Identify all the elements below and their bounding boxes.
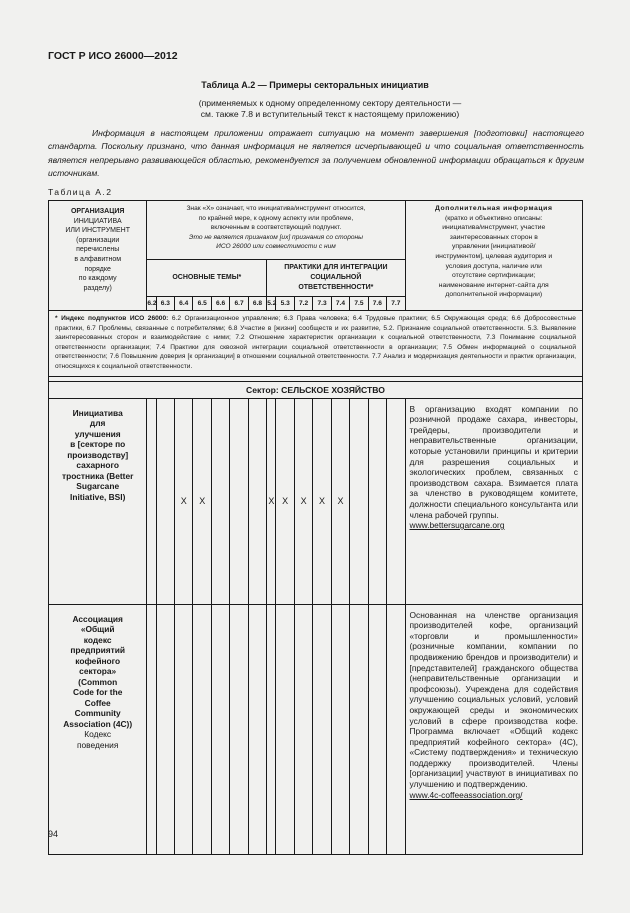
name-line: Sugarcane [76, 481, 120, 492]
mark-explanation [147, 201, 405, 260]
add-head: Дополнительная информация [435, 205, 553, 212]
practice-code: 7.7 [387, 297, 405, 311]
name-line: Coffee [84, 697, 111, 708]
core-code: 6.7 [230, 297, 248, 311]
legend-text: 6.2 Организационное управление; 6.3 Права человека; 6.4 Трудовые практики; 6.5 Окружающая среда; 6.6 Добросовестные практики, 6.7 Проблемы, связанные с потребителями; 6.8 Участие в [жизни] сообществ и их развитие, 5.2. Признание социальной ответственности. 5.3. Выявление заинтересованных сторон и взаимодействие с ними; 7.2 Отношение характеристик организации к социальной ответственности, 7.3 Понимание социальной ответственности организации; 7.4 Практики для сквозной интеграции социальной ответственности в организации; 7.5 Обмен информацией о социальной ответственности; 7.6 Повышение доверия [к организации] в отношении социальной ответственности. 7.7 Анализ и модернизация деятельности и практик организации, относящихся к социальной ответственности. [55, 315, 576, 370]
legend-title: * Индекс подпунктов ИСО 26000: [55, 315, 169, 322]
mark-cell [193, 604, 211, 854]
name-line: Кодекс [84, 729, 112, 740]
core-head-line: ОСНОВНЫЕ ТЕМЫ* [172, 274, 242, 281]
add-line: наименование интернет-сайта для [438, 281, 549, 289]
name-line: тростника (Better [62, 470, 134, 481]
initiative-name [49, 604, 147, 854]
org-head-line: разделу) [83, 284, 112, 292]
name-line: «Общий [80, 624, 115, 635]
name-line: улучшения [74, 428, 121, 439]
note-line: Знак «Х» означает, что инициатива/инструмент относится, [186, 205, 366, 212]
core-code: 6.2 [147, 297, 156, 311]
practice-code: 7.3 [313, 297, 331, 311]
add-line: инициатива/инструмент, участие [442, 224, 546, 232]
mark-cell [313, 604, 331, 854]
mark-cell: X [331, 398, 349, 604]
mark-cell [230, 398, 248, 604]
core-code: 6.3 [156, 297, 174, 311]
core-code: 6.4 [175, 297, 193, 311]
add-line: отсутствие сертификации; [452, 272, 536, 280]
add-line: заинтересованных сторон в [449, 233, 538, 241]
practice-code: 5.3 [276, 297, 294, 311]
name-line: поведения [76, 739, 119, 750]
name-line: Community [74, 708, 121, 719]
description-text: Основанная на членстве организация производителей кофе, организаций «торговли и промышленности» (розничные компании, компании по продвижению брендов и производители) и [представителей] гражданского общества (неправительственные организации и профсоюзы). Учреждена для содействия улучшению социальных условий, условий окружающей среды и экономических условий в сфере производства кофе. Программа включает «Общий кодекс предприятий кофейного сектора» (4С), «Систему подтверждения» и техническую поддержку производителей. Члены [организации] участвуют в инициативах по улучшению и подтверждению. [409, 609, 578, 790]
org-head-bold: ОРГАНИЗАЦИЯ [70, 208, 125, 215]
mark-cell [230, 604, 248, 854]
mark-cell [350, 604, 368, 854]
practice-code: 7.5 [350, 297, 368, 311]
initiative-description [405, 398, 582, 604]
org-head-line: в алфавитном [74, 255, 122, 263]
website-link[interactable]: www.bettersugarcane.org [409, 520, 505, 531]
add-line: управлении [инициативой/ [451, 243, 536, 251]
mark-cell: X [294, 398, 312, 604]
initiative-description [405, 604, 582, 854]
intro-paragraph: Информация в настоящем приложении отражает ситуацию на момент завершения [подготовки] настоящего стандарта. Поскольку признано, что данная информация не является исчерпывающей и что социальная ответственность является непрерывно развивающейся областью, рекомендуется за получением обновленной информации обращаться к другим источникам. [48, 128, 584, 178]
table-row [49, 398, 583, 604]
mark-cell [248, 398, 266, 604]
note-line: по крайней мере, к одному аспекту или проблеме, [198, 214, 354, 222]
mark-cell [211, 604, 229, 854]
name-line: Association (4C)) [63, 718, 133, 729]
mark-cell: X [313, 398, 331, 604]
mark-cell [147, 604, 156, 854]
practice-code: 7.6 [368, 297, 386, 311]
org-column-header [49, 201, 147, 311]
practices-header [267, 260, 405, 297]
mark-cell: X [276, 398, 294, 604]
mark-cell [387, 398, 405, 604]
mark-cell [211, 398, 229, 604]
name-line: сектора» [79, 666, 117, 677]
note-line: включенным в соответствующий подпункт. [210, 224, 342, 231]
subtitle-line: (применяемых к одному определенному сектору деятельности — [198, 98, 462, 108]
core-subjects-header [147, 260, 267, 297]
mark-cell [156, 604, 174, 854]
add-line: (кратко и объективно описаны: [444, 214, 543, 222]
table-subtitle [130, 98, 530, 120]
mark-cell [331, 604, 349, 854]
name-line: сахарного [76, 460, 119, 471]
core-code: 6.8 [248, 297, 266, 311]
org-head-line: (организации [76, 236, 120, 244]
name-line: для [89, 418, 106, 429]
org-head-line: по каждому [78, 275, 117, 283]
description-text: В организацию входят компании по розничной продаже сахара, инвесторы, трейдеры, производители и неправительственные организации, которые установили принципы и критерии для разрешения социальных и экологических проблем, связанных с производством сахара. Взимается плата за членство в руководящем комитете, должности специального консультанта или члена рабочей группы. [409, 403, 578, 520]
mark-cell [350, 398, 368, 604]
additional-info-header [405, 201, 582, 311]
mark-cell [294, 604, 312, 854]
add-line: дополнительной информации) [445, 291, 543, 299]
practice-code: 7.4 [331, 297, 349, 311]
mark-cell: X [267, 398, 276, 604]
page-number: 94 [48, 829, 59, 839]
mark-cell [368, 604, 386, 854]
core-code: 6.5 [193, 297, 211, 311]
table-label: Таблица А.2 [48, 187, 113, 197]
mark-cell [368, 398, 386, 604]
mark-cell [267, 604, 276, 854]
mark-cell [387, 604, 405, 854]
table-row [49, 604, 583, 854]
name-line: (Common [78, 676, 118, 687]
org-head-line: порядке [84, 265, 111, 273]
org-head-line: перечислены [76, 246, 120, 254]
practice-code: 7.2 [294, 297, 312, 311]
sector-heading: Сектор: СЕЛЬСКОЕ ХОЗЯЙСТВО [49, 381, 583, 398]
standard-designation: ГОСТ Р ИСО 26000—2012 [48, 50, 178, 62]
practices-head-line: СОЦИАЛЬНОЙ [310, 274, 362, 281]
name-line: Code for the [73, 687, 123, 698]
org-head-line: ИНИЦИАТИВА [73, 217, 122, 225]
practices-head-line: ОТВЕТСТВЕННОСТИ* [298, 284, 374, 291]
mark-cell [248, 604, 266, 854]
subtitle-line: см. также 7.8 и вступительный текст к настоящему приложению) [200, 109, 460, 119]
practices-head-line: ПРАКТИКИ ДЛЯ ИНТЕГРАЦИИ [284, 264, 388, 271]
initiative-name [49, 398, 147, 604]
mark-cell: X [175, 398, 193, 604]
name-line: Инициатива [72, 407, 123, 418]
website-link[interactable]: www.4c-coffeeassociation.org/ [409, 789, 523, 800]
name-line: в [секторе по [70, 439, 126, 450]
name-line: Initiative, BSI) [70, 491, 126, 502]
name-line: кодекс [83, 634, 112, 645]
note-line: Это не является признаком [их] признания со стороны [188, 233, 364, 241]
name-line: кофейного [75, 655, 121, 666]
add-line: условия доступа, наличие или [445, 262, 542, 270]
name-line: Ассоциация [72, 613, 123, 624]
mark-cell: X [193, 398, 211, 604]
practice-code: 5.2 [267, 297, 276, 311]
mark-cell [276, 604, 294, 854]
note-line: ИСО 26000 или совместимости с ним [216, 243, 336, 250]
mark-cell [147, 398, 156, 604]
table-title: Таблица А.2 — Примеры секторальных инициатив [201, 80, 429, 90]
mark-cell [156, 398, 174, 604]
initiatives-table [48, 200, 583, 855]
name-line: производству] [67, 449, 129, 460]
subclause-index-legend [49, 311, 583, 377]
org-head-line: ИЛИ ИНСТРУМЕНТ [65, 227, 130, 235]
add-line: инструментом], целевая аудитория и [435, 252, 553, 260]
name-line: предприятий [70, 645, 126, 656]
core-code: 6.6 [211, 297, 229, 311]
mark-cell [175, 604, 193, 854]
